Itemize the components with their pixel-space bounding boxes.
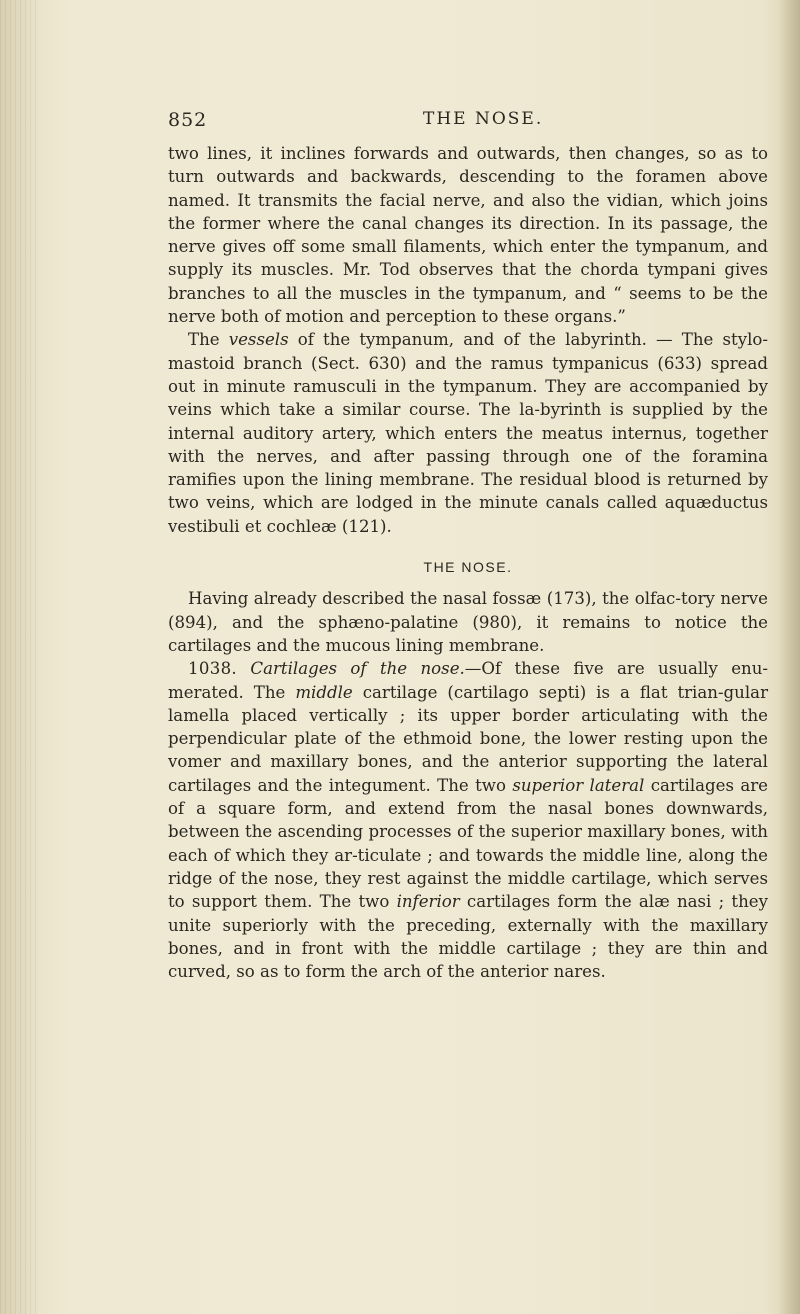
term-superior-lateral: superior lateral	[512, 775, 645, 795]
cartilages-text-3: cartilages are of a square form, and extend from the nasal bones downwards, between the ascending processes of the superior maxillary bones, with each of which they ar-ticulate ; and towards the middle line, along the ridge of the nose, they rest against the middle cartilage, which serves to support them. The two	[168, 775, 768, 912]
paragraph-vessels-text: of the tympanum, and of the labyrinth. — The stylo-mastoid branch (Sect. 630) and the ramus tympanicus (633) spread out in minute ramusculi in the tympanum. They are accompanied by veins which take a similar course. The la-byrinth is supplied by the internal auditory artery, which enters the meatus internus, together with the nerves, and after passing through one of the foramina ramifies upon the lining membrane. The residual blood is returned by two veins, which are lodged in the minute canals called aquæductus vestibuli et cochleæ (121).	[168, 330, 768, 536]
cartilages-text-1: —Of these five are usually enu-merated. The	[168, 659, 769, 702]
page-header	[168, 109, 748, 139]
section-title: Cartilages of the nose.	[250, 659, 465, 679]
page-edge-shadow	[778, 0, 800, 1314]
term-inferior: inferior	[396, 892, 460, 912]
binding-gutter	[0, 0, 40, 1314]
term-vessels: vessels	[228, 330, 289, 350]
page-number: 852	[168, 109, 208, 131]
section-heading: THE NOSE.	[423, 559, 513, 576]
term-middle: middle	[295, 682, 353, 702]
paragraph-vessels-lead: The	[188, 330, 229, 350]
paragraph-intro-nose: Having already described the nasal fossæ (173), the olfac-tory nerve (894), and the sphæno-palatine (980), it remains to notice the cartilages and the mucous lining membrane.	[168, 589, 768, 655]
section-number: 1038.	[188, 659, 238, 679]
running-head: THE NOSE.	[423, 109, 544, 129]
cartilages-text-2: cartilage (cartilago septi) is a flat trian-gular lamella placed vertically ; its upper border articulating with the perpendicular plate of the ethmoid bone, the lower resting upon the vomer and maxillary bones, and the anterior supporting the lateral cartilages and the integument. The two	[168, 682, 768, 795]
body-text	[168, 142, 768, 983]
paragraph-continuation: two lines, it inclines forwards and outwards, then changes, so as to turn outwards and backwards, descending to the foramen above named. It transmits the facial nerve, and also the vidian, which joins the former where the canal changes its direction. In its passage, the nerve gives off some small filaments, which enter the tympanum, and supply its muscles. Mr. Tod observes that the chorda tympani gives branches to all the muscles in the tympanum, and “ seems to be the nerve both of motion and perception to these organs.”	[168, 144, 768, 327]
paragraph-cartilages	[168, 657, 768, 983]
paragraph-vessels	[168, 328, 768, 538]
cartilages-text-4: cartilages form the alæ nasi ; they unite superiorly with the preceding, externally with the maxillary bones, and in front with the middle cartilage ; they are thin and curved, so as to form the arch of the anterior nares.	[168, 892, 768, 982]
